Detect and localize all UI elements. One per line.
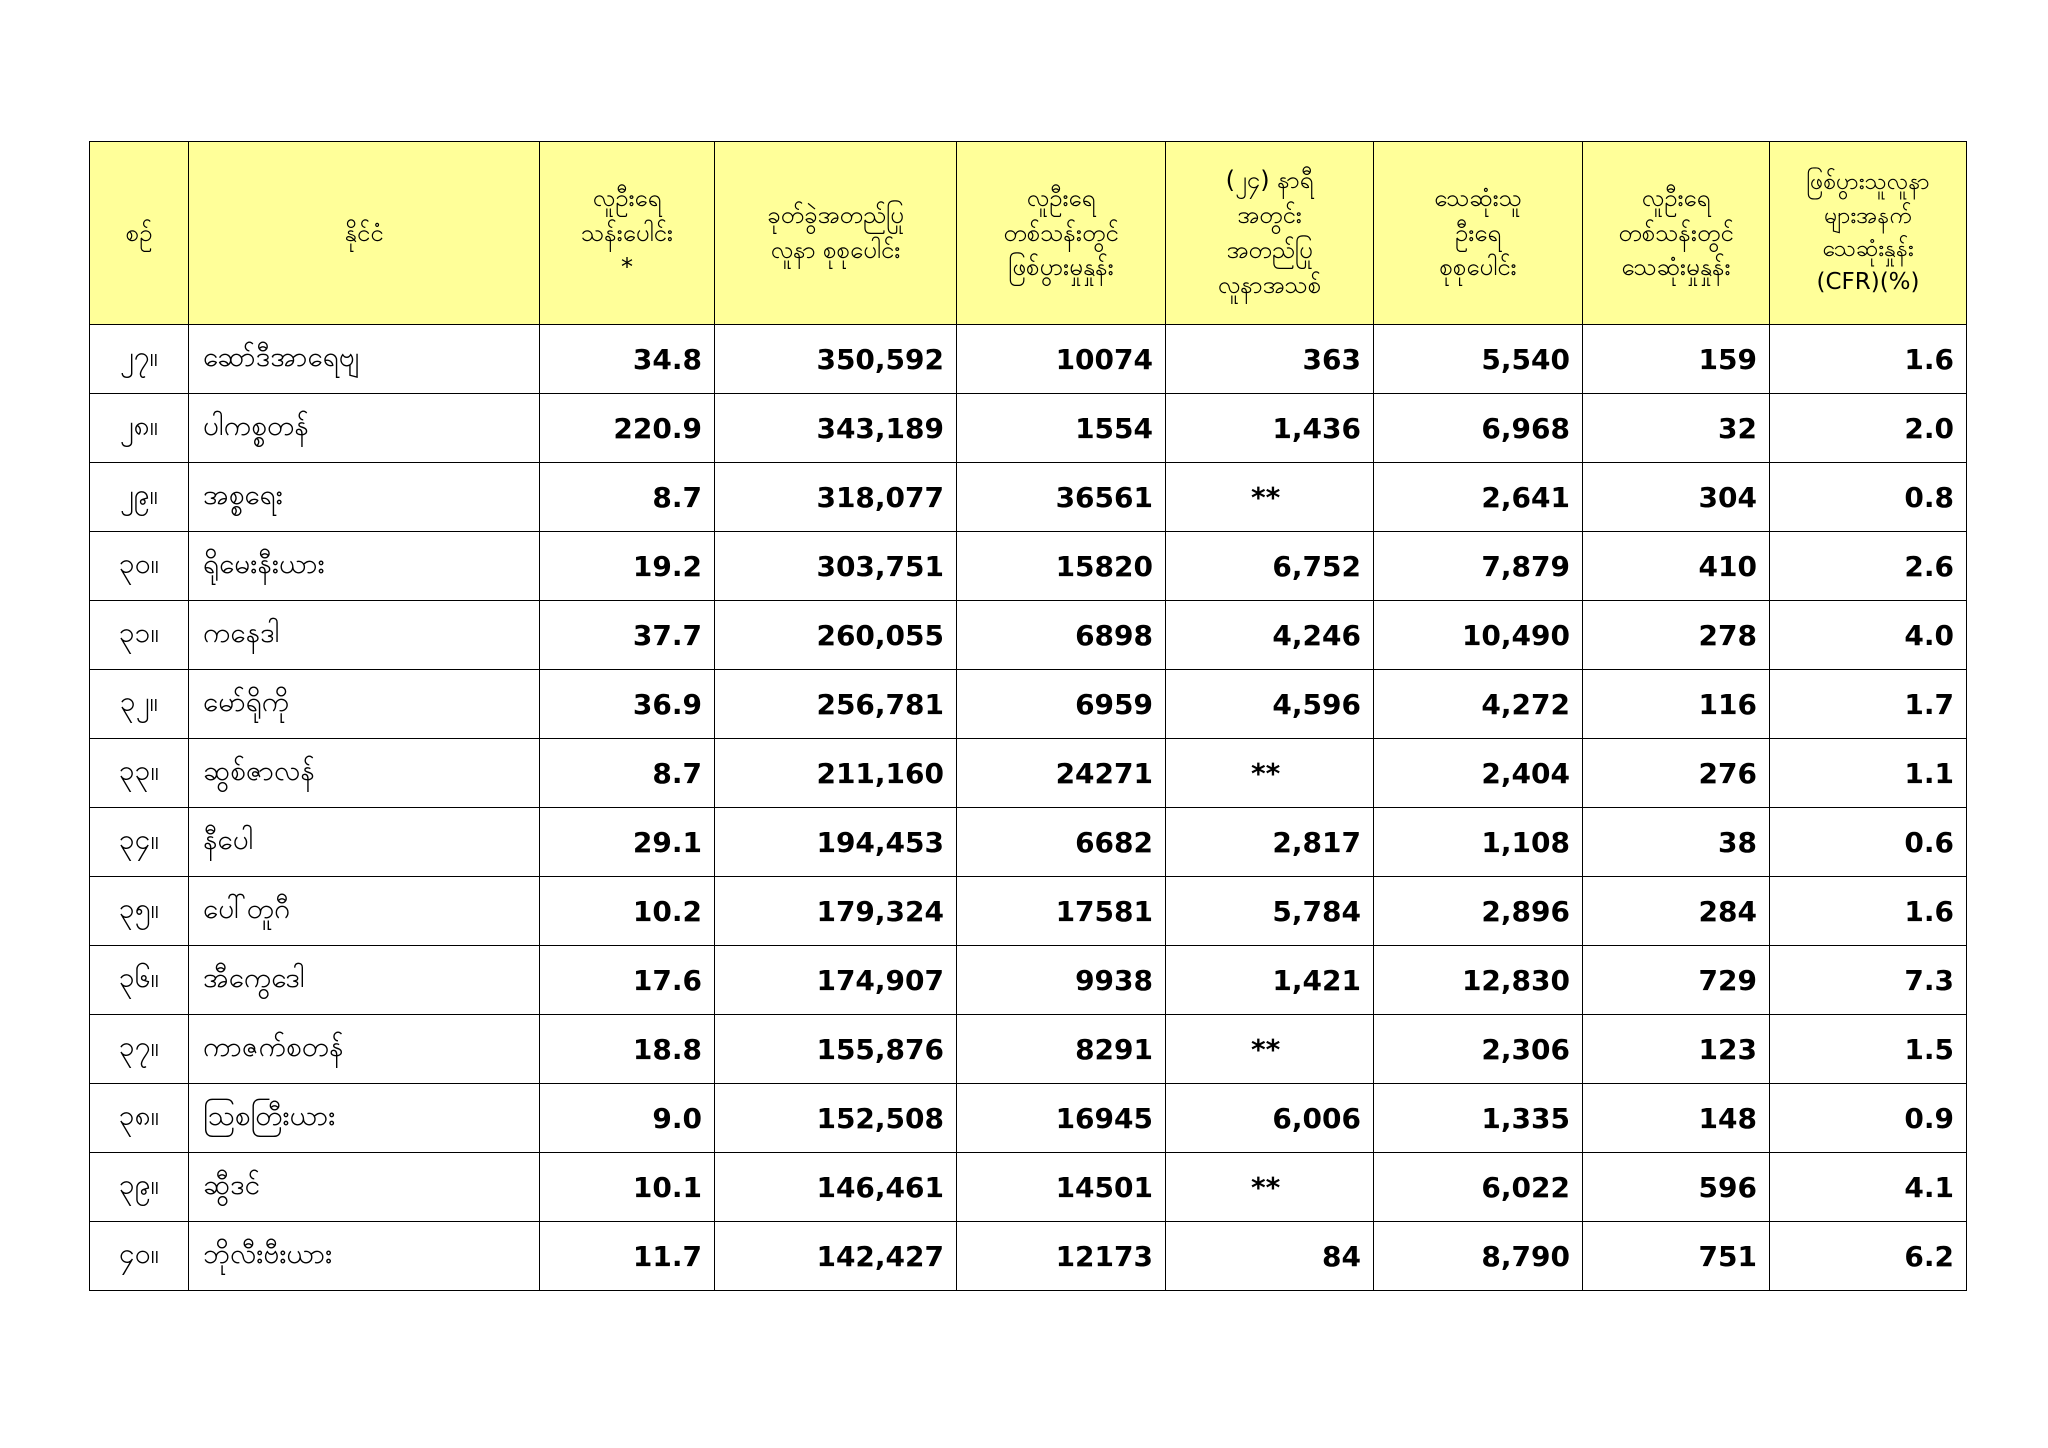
cell-total-cases: 152,508 [715, 1084, 957, 1153]
cell-total-cases: 260,055 [715, 601, 957, 670]
cell-deaths-per-million: 278 [1583, 601, 1770, 670]
cell-total-cases: 343,189 [715, 394, 957, 463]
header-row [90, 142, 1967, 325]
cell-no: ၃၇။ [90, 1015, 189, 1084]
cell-cases-per-million: 1554 [957, 394, 1166, 463]
cell-total-deaths: 6,968 [1374, 394, 1583, 463]
table-row [90, 1222, 1967, 1291]
cell-no: ၂၇။ [90, 325, 189, 394]
cell-deaths-per-million: 410 [1583, 532, 1770, 601]
cell-new-cases-24h: 5,784 [1166, 877, 1374, 946]
cell-no: ၂၉။ [90, 463, 189, 532]
cell-new-cases-24h: ** [1166, 1015, 1374, 1084]
cell-total-deaths: 6,022 [1374, 1153, 1583, 1222]
cell-no: ၃၄။ [90, 808, 189, 877]
header-total-deaths: သေဆုံးသူ ဦးရေ စုစုပေါင်း [1374, 142, 1583, 325]
cell-deaths-per-million: 276 [1583, 739, 1770, 808]
cell-population-millions: 34.8 [540, 325, 715, 394]
cell-country: ရိုမေးနီးယား [189, 532, 540, 601]
cell-cases-per-million: 6682 [957, 808, 1166, 877]
cell-cfr: 6.2 [1770, 1222, 1967, 1291]
cell-total-cases: 194,453 [715, 808, 957, 877]
cell-population-millions: 11.7 [540, 1222, 715, 1291]
header-deaths-per-million: လူဦးရေ တစ်သန်းတွင် သေဆုံးမှုနှုန်း [1583, 142, 1770, 325]
cell-population-millions: 19.2 [540, 532, 715, 601]
cell-deaths-per-million: 123 [1583, 1015, 1770, 1084]
cell-cfr: 1.7 [1770, 670, 1967, 739]
header-population-millions: လူဦးရေ သန်းပေါင်း * [540, 142, 715, 325]
cell-deaths-per-million: 38 [1583, 808, 1770, 877]
header-total-cases: ခုတ်ခွဲအတည်ပြု လူနာ စုစုပေါင်း [715, 142, 957, 325]
cell-total-deaths: 8,790 [1374, 1222, 1583, 1291]
cell-no: ၃၅။ [90, 877, 189, 946]
cell-total-deaths: 12,830 [1374, 946, 1583, 1015]
header-new-cases-24h: (၂၄) နာရီ အတွင်း အတည်ပြု လူနာအသစ် [1166, 142, 1374, 325]
table-row [90, 1153, 1967, 1222]
cell-deaths-per-million: 284 [1583, 877, 1770, 946]
cell-total-cases: 303,751 [715, 532, 957, 601]
cell-cases-per-million: 17581 [957, 877, 1166, 946]
cell-country: ဆွီဒင် [189, 1153, 540, 1222]
cell-cfr: 4.1 [1770, 1153, 1967, 1222]
cell-new-cases-24h: 1,421 [1166, 946, 1374, 1015]
cell-total-cases: 256,781 [715, 670, 957, 739]
cell-population-millions: 9.0 [540, 1084, 715, 1153]
cell-population-millions: 29.1 [540, 808, 715, 877]
cell-deaths-per-million: 596 [1583, 1153, 1770, 1222]
cell-deaths-per-million: 32 [1583, 394, 1770, 463]
cell-no: ၂၈။ [90, 394, 189, 463]
cell-cfr: 0.6 [1770, 808, 1967, 877]
cell-deaths-per-million: 729 [1583, 946, 1770, 1015]
cell-cfr: 0.8 [1770, 463, 1967, 532]
table-row [90, 1015, 1967, 1084]
cell-population-millions: 17.6 [540, 946, 715, 1015]
cell-no: ၃၁။ [90, 601, 189, 670]
cell-country: မော်ရိုကို [189, 670, 540, 739]
cell-deaths-per-million: 148 [1583, 1084, 1770, 1153]
cell-total-cases: 350,592 [715, 325, 957, 394]
header-no: စဉ် [90, 142, 189, 325]
cell-new-cases-24h: 4,246 [1166, 601, 1374, 670]
cell-country: နီပေါ [189, 808, 540, 877]
cell-total-deaths: 2,306 [1374, 1015, 1583, 1084]
cell-cases-per-million: 10074 [957, 325, 1166, 394]
cell-cfr: 1.1 [1770, 739, 1967, 808]
cell-population-millions: 10.1 [540, 1153, 715, 1222]
cell-cases-per-million: 24271 [957, 739, 1166, 808]
cell-total-cases: 211,160 [715, 739, 957, 808]
cell-country: အီကွေဒေါ [189, 946, 540, 1015]
cell-country: အစ္စရေး [189, 463, 540, 532]
table-row [90, 394, 1967, 463]
cell-population-millions: 36.9 [540, 670, 715, 739]
cell-deaths-per-million: 304 [1583, 463, 1770, 532]
cell-total-cases: 146,461 [715, 1153, 957, 1222]
cell-cfr: 1.6 [1770, 325, 1967, 394]
table-row [90, 463, 1967, 532]
cell-cfr: 4.0 [1770, 601, 1967, 670]
cell-no: ၃၀။ [90, 532, 189, 601]
cell-cases-per-million: 14501 [957, 1153, 1166, 1222]
cell-cfr: 0.9 [1770, 1084, 1967, 1153]
cell-total-deaths: 10,490 [1374, 601, 1583, 670]
cell-cases-per-million: 6959 [957, 670, 1166, 739]
cell-cases-per-million: 16945 [957, 1084, 1166, 1153]
cell-population-millions: 8.7 [540, 463, 715, 532]
cell-total-deaths: 5,540 [1374, 325, 1583, 394]
cell-new-cases-24h: 4,596 [1166, 670, 1374, 739]
cell-total-deaths: 1,108 [1374, 808, 1583, 877]
cell-new-cases-24h: 6,752 [1166, 532, 1374, 601]
cell-new-cases-24h: ** [1166, 463, 1374, 532]
cell-no: ၃၃။ [90, 739, 189, 808]
cell-no: ၃၈။ [90, 1084, 189, 1153]
cell-country: ကာဇက်စတန် [189, 1015, 540, 1084]
cell-new-cases-24h: 84 [1166, 1222, 1374, 1291]
cell-total-cases: 155,876 [715, 1015, 957, 1084]
table-row [90, 1084, 1967, 1153]
table-row [90, 808, 1967, 877]
cell-cfr: 1.6 [1770, 877, 1967, 946]
table-row [90, 739, 1967, 808]
cell-total-deaths: 1,335 [1374, 1084, 1583, 1153]
cell-total-deaths: 2,896 [1374, 877, 1583, 946]
cell-new-cases-24h: 6,006 [1166, 1084, 1374, 1153]
cell-population-millions: 18.8 [540, 1015, 715, 1084]
cell-no: ၄၀။ [90, 1222, 189, 1291]
cell-cases-per-million: 15820 [957, 532, 1166, 601]
cell-country: သြစတြီးယား [189, 1084, 540, 1153]
cell-total-cases: 179,324 [715, 877, 957, 946]
header-cases-per-million: လူဦးရေ တစ်သန်းတွင် ဖြစ်ပွားမှုနှုန်း [957, 142, 1166, 325]
table-row [90, 601, 1967, 670]
cell-country: ကနေဒါ [189, 601, 540, 670]
cell-no: ၃၂။ [90, 670, 189, 739]
cell-deaths-per-million: 116 [1583, 670, 1770, 739]
table-header [90, 142, 1967, 325]
cell-cases-per-million: 12173 [957, 1222, 1166, 1291]
cell-country: ဘိုလီးဗီးယား [189, 1222, 540, 1291]
table-body [90, 325, 1967, 1291]
cell-cases-per-million: 36561 [957, 463, 1166, 532]
cell-country: ပါကစ္စတန် [189, 394, 540, 463]
cell-new-cases-24h: 363 [1166, 325, 1374, 394]
cell-total-cases: 318,077 [715, 463, 957, 532]
table-row [90, 670, 1967, 739]
cell-total-cases: 174,907 [715, 946, 957, 1015]
cell-total-deaths: 2,641 [1374, 463, 1583, 532]
table-row [90, 532, 1967, 601]
cell-total-cases: 142,427 [715, 1222, 957, 1291]
cell-country: ပေါ်တူဂီ [189, 877, 540, 946]
cell-cases-per-million: 6898 [957, 601, 1166, 670]
table-row [90, 877, 1967, 946]
cell-population-millions: 8.7 [540, 739, 715, 808]
cell-country: ဆော်ဒီအာရေဗျ [189, 325, 540, 394]
cell-no: ၃၆။ [90, 946, 189, 1015]
cell-cases-per-million: 9938 [957, 946, 1166, 1015]
header-cfr: ဖြစ်ပွားသူလူနာ များအနက် သေဆုံးနှုန်း (CFR)(%) [1770, 142, 1967, 325]
cell-cfr: 2.6 [1770, 532, 1967, 601]
table-row [90, 325, 1967, 394]
cell-population-millions: 10.2 [540, 877, 715, 946]
cell-cfr: 2.0 [1770, 394, 1967, 463]
cell-total-deaths: 7,879 [1374, 532, 1583, 601]
cell-new-cases-24h: ** [1166, 739, 1374, 808]
cell-new-cases-24h: ** [1166, 1153, 1374, 1222]
cell-cfr: 7.3 [1770, 946, 1967, 1015]
cell-no: ၃၉။ [90, 1153, 189, 1222]
cell-total-deaths: 2,404 [1374, 739, 1583, 808]
table-row [90, 946, 1967, 1015]
cell-deaths-per-million: 159 [1583, 325, 1770, 394]
cell-cases-per-million: 8291 [957, 1015, 1166, 1084]
cell-cfr: 1.5 [1770, 1015, 1967, 1084]
covid-country-table [89, 141, 1967, 1291]
cell-population-millions: 220.9 [540, 394, 715, 463]
cell-deaths-per-million: 751 [1583, 1222, 1770, 1291]
cell-new-cases-24h: 1,436 [1166, 394, 1374, 463]
cell-total-deaths: 4,272 [1374, 670, 1583, 739]
cell-population-millions: 37.7 [540, 601, 715, 670]
header-country: နိုင်ငံ [189, 142, 540, 325]
cell-new-cases-24h: 2,817 [1166, 808, 1374, 877]
cell-country: ဆွစ်ဇာလန် [189, 739, 540, 808]
